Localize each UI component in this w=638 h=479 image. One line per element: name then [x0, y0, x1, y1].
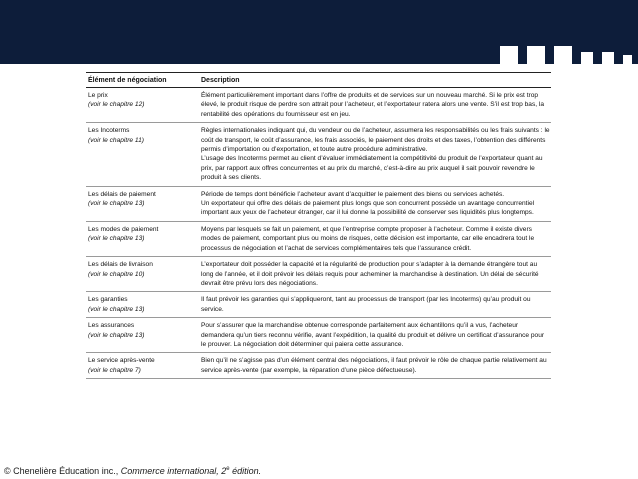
element-name: Le prix [88, 92, 108, 99]
description-cell [201, 225, 551, 253]
decorative-tile [527, 46, 545, 64]
chapter-reference: (voir le chapitre 13) [88, 331, 145, 339]
table-row [86, 123, 551, 186]
edition-superscript: e [226, 466, 230, 472]
chapter-reference: (voir le chapitre 12) [88, 101, 145, 109]
chapter-reference: (voir le chapitre 7) [88, 366, 141, 374]
description-cell [201, 356, 551, 375]
description-text: Période de temps dont bénéficie l’acheteur avant d’acquitter le paiement des biens ou services achetés. [201, 190, 505, 198]
chapter-reference: (voir le chapitre 10) [88, 270, 145, 278]
element-cell [86, 260, 201, 288]
table-row [86, 353, 551, 379]
decorative-tile [500, 46, 518, 64]
edition-label: édition. [232, 466, 262, 476]
description-cell [201, 295, 551, 314]
element-name: Les assurances [88, 322, 135, 330]
book-title: Commerce international, 2 [120, 466, 227, 476]
element-name: Les modes de paiement [88, 225, 159, 233]
element-name: Les délais de paiement [88, 190, 156, 198]
description-text: L’exportateur doit posséder la capacité et la régularité de production pour s’adapter à la demande étrangère tout au long de l’année, et il doit prévoir les délais requis pour acheminer la marchandise à destination. Un délai de sécurité devrait être prévu lors des négociations. [201, 261, 539, 287]
description-cell [201, 126, 551, 182]
element-name: Le service après-vente [88, 357, 155, 365]
chapter-reference: (voir le chapitre 13) [88, 305, 145, 313]
element-cell [86, 321, 201, 349]
element-cell [86, 356, 201, 375]
description-cell [201, 321, 551, 349]
title-banner [0, 0, 638, 64]
negotiation-table [86, 72, 551, 379]
description-text: Un exportateur qui offre des délais de paiement plus longs que son concurrent possède un avantage concurrentiel important aux yeux de l’acheteur étranger, car il lui donne la possibilité de conserver ses liquidités plus longtemps. [201, 200, 535, 217]
decorative-tiles [491, 46, 632, 64]
decorative-tile [602, 52, 614, 64]
element-cell [86, 295, 201, 314]
description-text: L’usage des Incoterms permet au client d’évaluer immédiatement la compétitivité du produit de l’exportateur quant au prix, par rapport aux offres concurrentes et au prix du marché, c’est-à-dire au prix auquel il sait pouvoir revendre le produit à ses clients. [201, 155, 543, 182]
table-row [86, 292, 551, 318]
description-text: Moyens par lesquels se fait un paiement, et que l’entreprise compte proposer à l’acheteur. Comme il existe divers modes de paiement, comportant plus ou moins de risques, cette décision est importante, car elle encadrera tout le processus de négociation et l’achat de services complémentaires tels que l’assurance crédit. [201, 225, 535, 252]
description-text: Règles internationales indiquant qui, du vendeur ou de l’acheteur, assumera les responsabilités ou les frais suivants : le coût de transport, le coût d’assurance, les frais associés, le paiement des droits et des taxes, l’obtention des différents permis d’importation ou d’exportation, et toute autre procédure administrative. [201, 127, 550, 154]
description-text: Pour s’assurer que la marchandise obtenue corresponde parfaitement aux échantillons qu’il a vus, l’acheteur demandera qu’un tiers reconnu vérifie, avant l’expédition, la qualité du produit et délivre un certificat d’assurance pour le prouver. La négociation doit déterminer qui paiera cette assurance. [201, 322, 545, 348]
copyright-publisher: © Chenelière Éducation inc., [4, 466, 119, 476]
element-cell [86, 190, 201, 218]
description-text: Bien qu’il ne s’agisse pas d’un élément central des négociations, il faut prévoir le rôle de chaque partie relativement au service après-vente (par exemple, la réparation d’une pièce défectueuse). [201, 357, 547, 374]
column-header-description: Description [201, 77, 240, 84]
decorative-tile [623, 55, 632, 64]
element-cell [86, 225, 201, 253]
table-header [86, 72, 551, 88]
chapter-reference: (voir le chapitre 11) [88, 136, 144, 144]
element-name: Les garanties [88, 296, 128, 304]
description-cell [201, 91, 551, 119]
decorative-tile [554, 46, 572, 64]
description-cell [201, 190, 551, 218]
chapter-reference: (voir le chapitre 13) [88, 200, 145, 208]
description-cell [201, 260, 551, 288]
element-name: Les délais de livraison [88, 261, 153, 269]
description-text: Il faut prévoir les garanties qui s’appliqueront, tant au processus de transport (par les Incoterms) qu’au produit ou service. [201, 296, 531, 313]
description-text: Élément particulièrement important dans l’offre de produits et de services sur un nouveau marché. Si le prix est trop élevé, le produit risque de perdre son attrait pour l’acheteur, et l’exportateur ratera alors une vente. S’il est trop bas, la rentabilité des opérations du fournisseur est en jeu. [201, 92, 545, 118]
table-row [86, 88, 551, 123]
element-cell [86, 126, 201, 182]
copyright-footer [4, 464, 263, 477]
column-header-element: Élément de négociation [88, 77, 167, 84]
element-name: Les Incoterms [88, 127, 130, 135]
chapter-reference: (voir le chapitre 13) [88, 235, 145, 243]
table-row [86, 318, 551, 353]
decorative-tile [581, 52, 593, 64]
table-row [86, 257, 551, 292]
element-cell [86, 91, 201, 119]
table-row [86, 187, 551, 222]
table-row [86, 222, 551, 257]
